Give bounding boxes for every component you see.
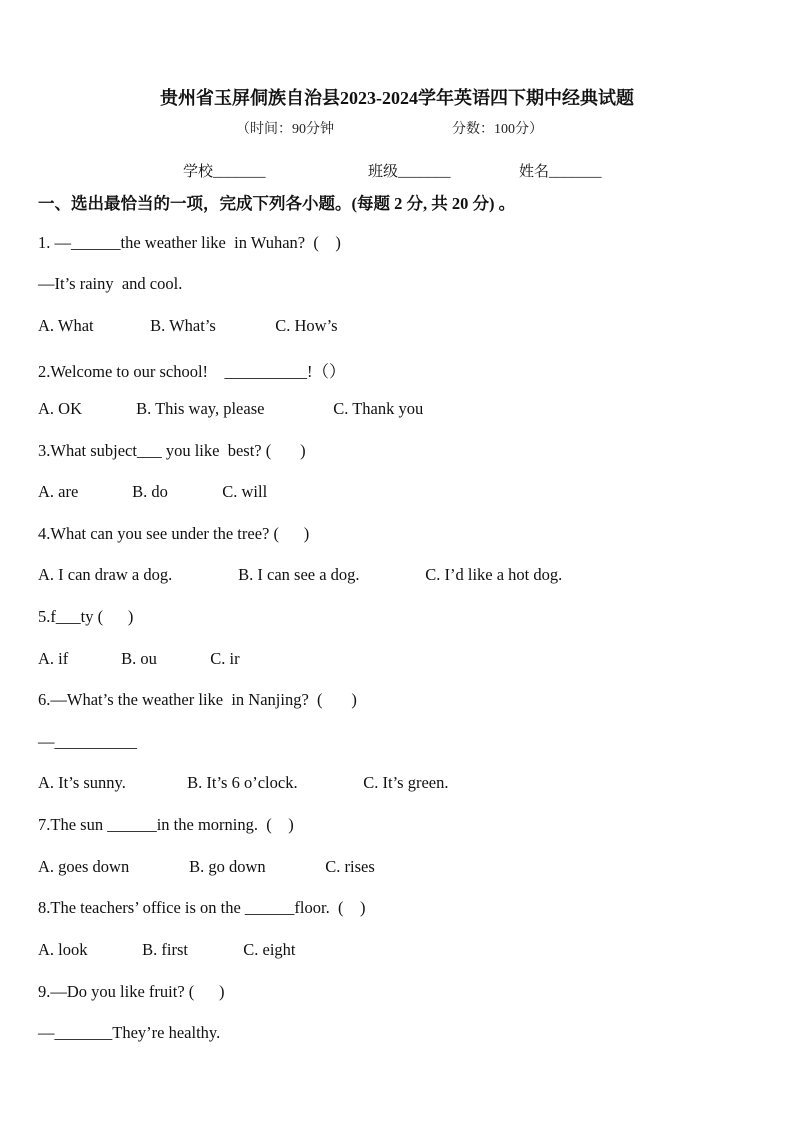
- question-7-options: [38, 857, 375, 877]
- option-a: A. look: [38, 940, 88, 959]
- option-b: B. ou: [121, 649, 157, 668]
- question-6-options: [38, 773, 448, 793]
- option-a: A. What: [38, 316, 94, 335]
- question-3-options: [38, 482, 267, 502]
- name-field: 姓名_______: [519, 164, 602, 180]
- question-4-options: [38, 565, 562, 585]
- question-4-stem: 4.What can you see under the tree? ( ): [38, 524, 310, 543]
- question-2-options: [38, 399, 423, 419]
- question-6-stem: 6.—What’s the weather like in Nanjing? ( ): [38, 690, 357, 709]
- option-c: C. will: [222, 482, 268, 501]
- option-b: B. first: [142, 940, 188, 959]
- exam-score: 分数：100分）: [452, 122, 543, 137]
- question-1-stem: 1. —______the weather like in Wuhan? ( ): [38, 233, 341, 252]
- option-a: A. OK: [38, 399, 82, 418]
- option-c: C. Thank you: [333, 399, 424, 418]
- exam-time: （时间：90分钟: [236, 122, 334, 137]
- question-2-stem: 2.Welcome to our school! __________!（）: [38, 362, 346, 381]
- option-b: B. This way, please: [136, 399, 265, 418]
- option-b: B. It’s 6 o’clock.: [187, 773, 298, 792]
- question-9-stem: 9.—Do you like fruit? ( ): [38, 982, 225, 1001]
- question-8-options: [38, 940, 296, 960]
- class-field: 班级_______: [368, 164, 451, 180]
- question-9-extra: —_______They’re healthy.: [38, 1023, 221, 1042]
- section-heading: 一、选出最恰当的一项，完成下列各小题。(每题 2 分, 共 20 分) 。: [38, 194, 516, 213]
- option-b: B. What’s: [150, 316, 216, 335]
- option-a: A. I can draw a dog.: [38, 565, 173, 584]
- option-a: A. are: [38, 482, 79, 501]
- option-c: C. eight: [243, 940, 296, 959]
- option-b: B. do: [132, 482, 168, 501]
- option-a: A. It’s sunny.: [38, 773, 126, 792]
- question-8-stem: 8.The teachers’ office is on the ______floor. ( ): [38, 898, 366, 917]
- question-5-options: [38, 649, 240, 669]
- page-title: 贵州省玉屏侗族自治县2023-2024学年英语四下期中经典试题: [160, 88, 634, 108]
- question-1-extra: —It’s rainy and cool.: [38, 274, 183, 293]
- question-7-stem: 7.The sun ______in the morning. ( ): [38, 815, 294, 834]
- option-c: C. I’d like a hot dog.: [425, 565, 563, 584]
- option-b: B. I can see a dog.: [238, 565, 360, 584]
- option-c: C. ir: [210, 649, 240, 668]
- question-6-extra: —__________: [38, 732, 137, 751]
- option-c: C. It’s green.: [363, 773, 449, 792]
- question-5-stem: 5.f___ty ( ): [38, 607, 134, 626]
- option-c: C. How’s: [275, 316, 338, 335]
- option-c: C. rises: [325, 857, 375, 876]
- question-1-options: [38, 316, 338, 336]
- question-3-stem: 3.What subject___ you like best? ( ): [38, 441, 306, 460]
- option-a: A. if: [38, 649, 69, 668]
- option-a: A. goes down: [38, 857, 130, 876]
- school-field: 学校_______: [183, 164, 266, 180]
- option-b: B. go down: [189, 857, 266, 876]
